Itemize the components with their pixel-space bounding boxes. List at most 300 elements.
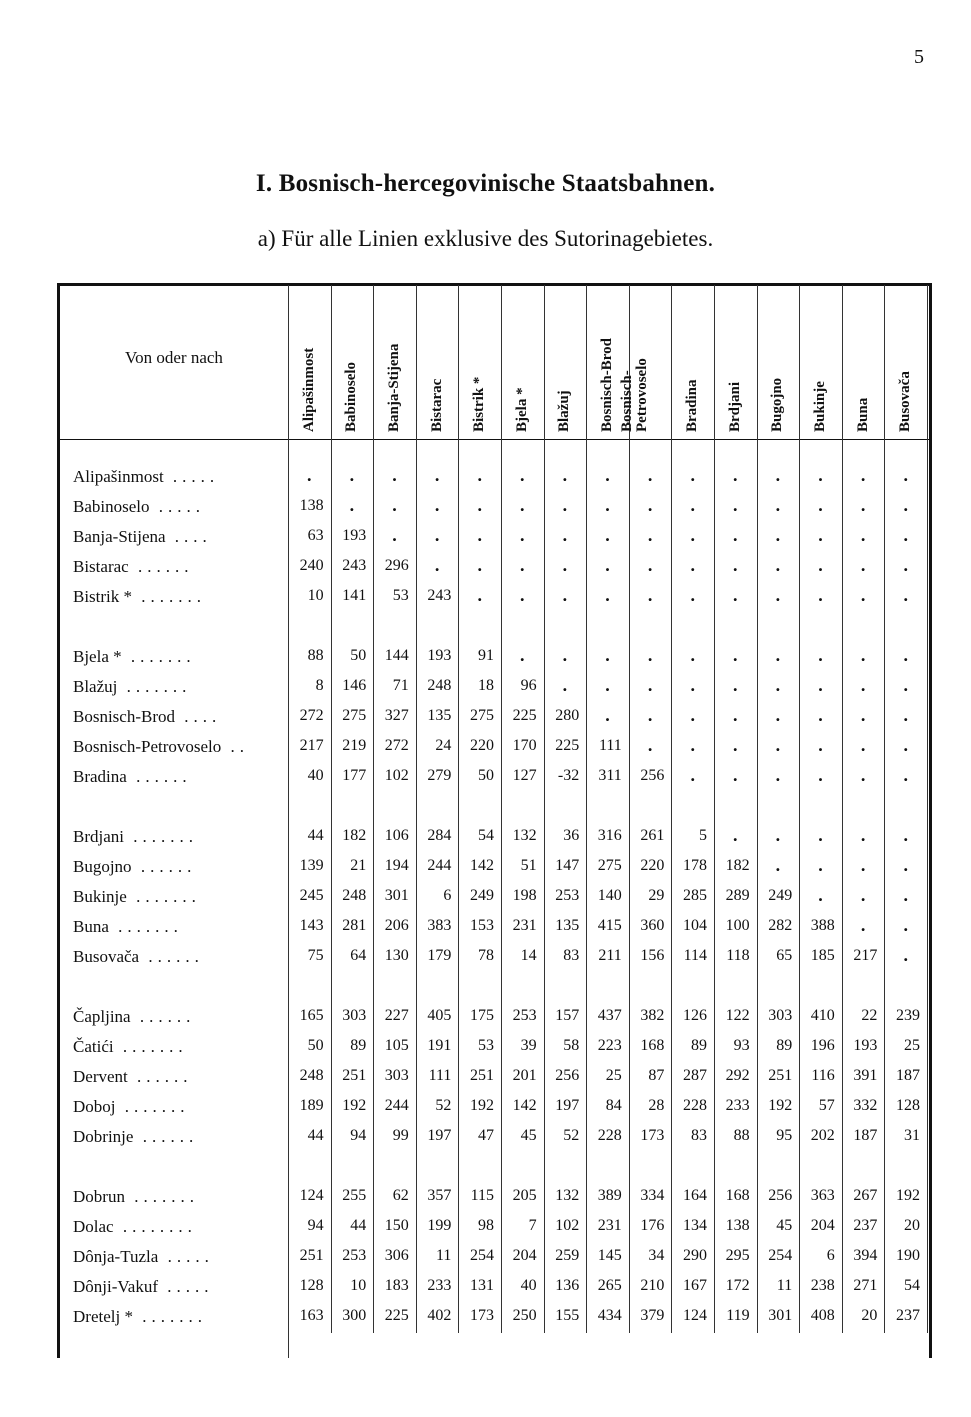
empty-cell-dot: . bbox=[477, 555, 482, 575]
empty-cell-dot: . bbox=[434, 525, 440, 545]
empty-cell-dot: . bbox=[520, 495, 525, 515]
dot-leader: ....... bbox=[126, 887, 201, 906]
table-cell: 217 bbox=[299, 737, 324, 754]
column-separator bbox=[629, 285, 630, 1333]
empty-cell-dot: . bbox=[690, 765, 695, 785]
empty-cell-dot: . bbox=[818, 585, 823, 605]
row-label bbox=[73, 1247, 214, 1267]
table-cell: 94 bbox=[350, 1127, 367, 1144]
table-cell: 334 bbox=[640, 1187, 665, 1204]
row-label bbox=[73, 1097, 190, 1117]
empty-cell-dot: . bbox=[818, 675, 823, 695]
table-cell: 40 bbox=[520, 1277, 537, 1294]
dot-leader: ..... bbox=[149, 497, 205, 516]
table-cell: 47 bbox=[477, 1127, 494, 1144]
table-cell: 199 bbox=[427, 1217, 452, 1234]
station-name: Bugojno bbox=[73, 857, 132, 876]
empty-cell-dot: . bbox=[605, 645, 610, 665]
table-cell: 183 bbox=[384, 1277, 409, 1294]
empty-cell-dot: . bbox=[562, 495, 568, 515]
empty-cell-dot: . bbox=[605, 705, 610, 725]
table-cell: 267 bbox=[853, 1187, 878, 1204]
table-cell: 144 bbox=[384, 647, 409, 664]
table-cell: 99 bbox=[392, 1127, 409, 1144]
table-cell: 290 bbox=[682, 1247, 707, 1264]
column-header-label: Bjela * bbox=[513, 387, 530, 432]
empty-cell-dot: . bbox=[818, 555, 823, 575]
table-cell: 83 bbox=[690, 1127, 707, 1144]
table-cell: 62 bbox=[392, 1187, 409, 1204]
table-cell: 53 bbox=[477, 1037, 494, 1054]
table-cell: 25 bbox=[605, 1067, 622, 1084]
column-separator bbox=[544, 285, 545, 1333]
table-cell: 147 bbox=[555, 857, 580, 874]
station-name: Dônji-Vakuf bbox=[73, 1277, 158, 1296]
table-cell: 193 bbox=[853, 1037, 878, 1054]
dot-leader: ...... bbox=[127, 1067, 193, 1086]
table-top-rule bbox=[57, 283, 932, 286]
table-cell: 237 bbox=[853, 1217, 878, 1234]
station-name: Dretelj * bbox=[73, 1307, 133, 1326]
empty-cell-dot: . bbox=[562, 585, 568, 605]
table-cell: 153 bbox=[469, 917, 494, 934]
table-cell: 191 bbox=[427, 1037, 452, 1054]
column-separator bbox=[927, 285, 928, 1333]
empty-cell-dot: . bbox=[860, 825, 866, 845]
table-cell: 405 bbox=[427, 1007, 452, 1024]
empty-cell-dot: . bbox=[860, 645, 866, 665]
empty-cell-dot: . bbox=[647, 465, 653, 485]
table-cell: 135 bbox=[427, 707, 452, 724]
empty-cell-dot: . bbox=[818, 825, 823, 845]
empty-cell-dot: . bbox=[775, 855, 781, 875]
table-cell: 130 bbox=[384, 947, 409, 964]
table-cell: 220 bbox=[469, 737, 494, 754]
table-cell: 415 bbox=[597, 917, 622, 934]
empty-cell-dot: . bbox=[775, 585, 781, 605]
column-header-label: Bosnisch- Petrovoselo bbox=[619, 358, 651, 432]
table-cell: 11 bbox=[435, 1247, 452, 1264]
table-cell: 118 bbox=[726, 947, 750, 964]
empty-cell-dot: . bbox=[562, 645, 568, 665]
station-name: Dobrinje bbox=[73, 1127, 134, 1146]
empty-cell-dot: . bbox=[349, 495, 355, 515]
corner-label: Von oder nach bbox=[125, 348, 223, 367]
table-cell: 164 bbox=[682, 1187, 707, 1204]
dot-leader: ...... bbox=[130, 1007, 196, 1026]
table-cell: 182 bbox=[342, 827, 367, 844]
table-cell: 106 bbox=[384, 827, 409, 844]
table-cell: 204 bbox=[810, 1217, 835, 1234]
table-cell: 44 bbox=[307, 827, 324, 844]
empty-cell-dot: . bbox=[647, 735, 653, 755]
column-header bbox=[373, 288, 416, 436]
empty-cell-dot: . bbox=[349, 465, 355, 485]
table-cell: 301 bbox=[384, 887, 409, 904]
empty-cell-dot: . bbox=[690, 675, 695, 695]
table-cell: 197 bbox=[427, 1127, 452, 1144]
table-cell: 6 bbox=[826, 1247, 835, 1264]
table-cell: 394 bbox=[853, 1247, 878, 1264]
row-label bbox=[73, 1217, 197, 1237]
table-cell: 253 bbox=[555, 887, 580, 904]
table-cell: 122 bbox=[725, 1007, 750, 1024]
empty-cell-dot: . bbox=[903, 885, 908, 905]
column-header bbox=[842, 288, 885, 436]
table-cell: 204 bbox=[512, 1247, 537, 1264]
dot-leader: ....... bbox=[117, 677, 192, 696]
table-cell: 135 bbox=[555, 917, 580, 934]
table-cell: 190 bbox=[895, 1247, 920, 1264]
column-header bbox=[671, 288, 714, 436]
empty-cell-dot: . bbox=[903, 945, 908, 965]
table-cell: 96 bbox=[520, 677, 537, 694]
table-cell: 233 bbox=[725, 1097, 750, 1114]
table-cell: 52 bbox=[435, 1097, 452, 1114]
station-name: Busovača bbox=[73, 947, 140, 966]
empty-cell-dot: . bbox=[733, 735, 738, 755]
dot-leader: ....... bbox=[124, 1187, 199, 1206]
page-subtitle: a) Für alle Linien exklusive des Sutorinagebietes. bbox=[257, 226, 714, 251]
table-cell: 143 bbox=[299, 917, 324, 934]
station-name: Bosnisch-Petrovoselo bbox=[73, 737, 222, 756]
table-cell: 251 bbox=[299, 1247, 324, 1264]
table-cell: 139 bbox=[299, 857, 324, 874]
column-separator bbox=[416, 285, 417, 1333]
table-cell: 311 bbox=[598, 767, 622, 784]
empty-cell-dot: . bbox=[903, 675, 908, 695]
table-cell: 78 bbox=[477, 947, 494, 964]
empty-cell-dot: . bbox=[860, 885, 866, 905]
row-label bbox=[73, 497, 205, 517]
empty-cell-dot: . bbox=[647, 705, 653, 725]
table-cell: 197 bbox=[555, 1097, 580, 1114]
empty-cell-dot: . bbox=[860, 675, 866, 695]
station-name: Blažuj bbox=[73, 677, 118, 696]
table-cell: 306 bbox=[384, 1247, 409, 1264]
table-cell: 244 bbox=[384, 1097, 409, 1114]
table-cell: 248 bbox=[299, 1067, 324, 1084]
table-cell: -32 bbox=[557, 767, 580, 784]
column-separator bbox=[671, 285, 672, 1333]
row-label bbox=[73, 1277, 213, 1297]
table-cell: 25 bbox=[903, 1037, 920, 1054]
table-cell: 167 bbox=[682, 1277, 707, 1294]
table-cell: 111 bbox=[598, 737, 622, 754]
table-cell: 115 bbox=[470, 1187, 494, 1204]
table-cell: 383 bbox=[427, 917, 452, 934]
station-name: Banja-Stijena bbox=[73, 527, 166, 546]
empty-cell-dot: . bbox=[860, 495, 866, 515]
column-header bbox=[799, 288, 842, 436]
table-cell: 57 bbox=[818, 1097, 835, 1114]
table-cell: 251 bbox=[469, 1067, 494, 1084]
station-name: Alipašinmost bbox=[73, 467, 164, 486]
table-cell: 75 bbox=[307, 947, 324, 964]
empty-cell-dot: . bbox=[434, 465, 440, 485]
table-cell: 54 bbox=[477, 827, 494, 844]
station-name: Bistarac bbox=[73, 557, 129, 576]
empty-cell-dot: . bbox=[903, 855, 908, 875]
row-label bbox=[73, 647, 196, 667]
empty-cell-dot: . bbox=[903, 585, 908, 605]
empty-cell-dot: . bbox=[903, 735, 908, 755]
dot-leader: .... bbox=[175, 707, 222, 726]
table-cell: 243 bbox=[427, 587, 452, 604]
table-cell: 173 bbox=[469, 1307, 494, 1324]
table-cell: 223 bbox=[597, 1037, 622, 1054]
dot-leader: ........ bbox=[113, 1217, 197, 1236]
empty-cell-dot: . bbox=[520, 465, 525, 485]
empty-cell-dot: . bbox=[818, 765, 823, 785]
row-label bbox=[73, 587, 206, 607]
column-header-label: Babinoselo bbox=[343, 361, 360, 432]
station-name: Dobrun bbox=[73, 1187, 125, 1206]
empty-cell-dot: . bbox=[860, 465, 866, 485]
table-cell: 256 bbox=[768, 1187, 793, 1204]
table-cell: 150 bbox=[384, 1217, 409, 1234]
empty-cell-dot: . bbox=[562, 525, 568, 545]
empty-cell-dot: . bbox=[562, 675, 568, 695]
empty-cell-dot: . bbox=[733, 555, 738, 575]
table-cell: 50 bbox=[477, 767, 494, 784]
table-cell: 65 bbox=[776, 947, 793, 964]
table-cell: 8 bbox=[315, 677, 324, 694]
table-cell: 300 bbox=[342, 1307, 367, 1324]
column-header-label: Alipašinmost bbox=[300, 347, 317, 432]
table-cell: 63 bbox=[307, 527, 324, 544]
table-cell: 256 bbox=[555, 1067, 580, 1084]
dot-leader: ...... bbox=[128, 557, 194, 576]
table-cell: 28 bbox=[648, 1097, 665, 1114]
empty-cell-dot: . bbox=[733, 825, 738, 845]
empty-cell-dot: . bbox=[605, 525, 610, 545]
empty-cell-dot: . bbox=[775, 705, 781, 725]
empty-cell-dot: . bbox=[477, 495, 482, 515]
table-cell: 303 bbox=[342, 1007, 367, 1024]
empty-cell-dot: . bbox=[392, 525, 397, 545]
empty-cell-dot: . bbox=[775, 555, 781, 575]
table-cell: 316 bbox=[597, 827, 622, 844]
table-cell: 20 bbox=[861, 1307, 878, 1324]
row-label bbox=[73, 767, 192, 787]
station-name: Čatići bbox=[73, 1037, 114, 1056]
table-cell: 172 bbox=[725, 1277, 750, 1294]
table-cell: 173 bbox=[640, 1127, 665, 1144]
table-cell: 18 bbox=[477, 677, 494, 694]
column-header bbox=[619, 288, 672, 436]
table-cell: 239 bbox=[895, 1007, 920, 1024]
empty-cell-dot: . bbox=[690, 495, 695, 515]
station-name: Čapljina bbox=[73, 1007, 131, 1026]
column-header-label: Bugojno bbox=[769, 377, 786, 432]
empty-cell-dot: . bbox=[860, 555, 866, 575]
table-cell: 219 bbox=[342, 737, 367, 754]
table-cell: 231 bbox=[597, 1217, 622, 1234]
empty-cell-dot: . bbox=[775, 735, 781, 755]
table-cell: 54 bbox=[903, 1277, 920, 1294]
table-cell: 259 bbox=[555, 1247, 580, 1264]
empty-cell-dot: . bbox=[860, 525, 866, 545]
table-cell: 10 bbox=[307, 587, 324, 604]
empty-cell-dot: . bbox=[605, 585, 610, 605]
empty-cell-dot: . bbox=[647, 555, 653, 575]
empty-cell-dot: . bbox=[605, 495, 610, 515]
station-name: Bjela * bbox=[73, 647, 122, 666]
table-cell: 124 bbox=[299, 1187, 324, 1204]
table-cell: 194 bbox=[384, 857, 409, 874]
empty-cell-dot: . bbox=[690, 705, 695, 725]
table-cell: 39 bbox=[520, 1037, 537, 1054]
empty-cell-dot: . bbox=[690, 645, 695, 665]
table-cell: 327 bbox=[384, 707, 409, 724]
table-cell: 248 bbox=[342, 887, 367, 904]
table-cell: 6 bbox=[443, 887, 452, 904]
table-cell: 24 bbox=[435, 737, 452, 754]
table-cell: 168 bbox=[640, 1037, 665, 1054]
dot-leader: ...... bbox=[131, 857, 197, 876]
table-cell: 255 bbox=[342, 1187, 367, 1204]
empty-cell-dot: . bbox=[733, 645, 738, 665]
empty-cell-dot: . bbox=[903, 915, 908, 935]
column-header-label: Bistrik * bbox=[471, 376, 488, 432]
empty-cell-dot: . bbox=[690, 735, 695, 755]
table-cell: 287 bbox=[682, 1067, 707, 1084]
table-cell: 275 bbox=[469, 707, 494, 724]
empty-cell-dot: . bbox=[903, 705, 908, 725]
table-cell: 289 bbox=[725, 887, 750, 904]
table-cell: 44 bbox=[307, 1127, 324, 1144]
table-cell: 332 bbox=[853, 1097, 878, 1114]
table-cell: 163 bbox=[299, 1307, 324, 1324]
empty-cell-dot: . bbox=[307, 465, 312, 485]
table-cell: 187 bbox=[853, 1127, 878, 1144]
table-cell: 391 bbox=[853, 1067, 878, 1084]
empty-cell-dot: . bbox=[733, 765, 738, 785]
empty-cell-dot: . bbox=[818, 495, 823, 515]
dot-leader: ..... bbox=[157, 1277, 214, 1296]
column-header-label: Bradina bbox=[684, 379, 701, 432]
table-cell: 192 bbox=[342, 1097, 367, 1114]
table-cell: 179 bbox=[427, 947, 452, 964]
table-cell: 50 bbox=[350, 647, 367, 664]
column-header bbox=[331, 288, 374, 436]
table-cell: 251 bbox=[342, 1067, 367, 1084]
table-cell: 225 bbox=[555, 737, 580, 754]
column-separator bbox=[373, 285, 374, 1333]
table-cell: 29 bbox=[648, 887, 665, 904]
column-separator bbox=[799, 285, 800, 1333]
table-cell: 296 bbox=[384, 557, 409, 574]
table-cell: 279 bbox=[427, 767, 452, 784]
table-cell: 248 bbox=[427, 677, 452, 694]
table-cell: 244 bbox=[427, 857, 452, 874]
row-label bbox=[73, 1037, 188, 1057]
table-cell: 14 bbox=[520, 947, 537, 964]
empty-cell-dot: . bbox=[647, 645, 653, 665]
empty-cell-dot: . bbox=[775, 825, 781, 845]
column-header-label: Bosnisch-Brod bbox=[598, 338, 615, 432]
empty-cell-dot: . bbox=[860, 705, 866, 725]
table-cell: 402 bbox=[427, 1307, 452, 1324]
dot-leader: ..... bbox=[163, 467, 220, 486]
column-header-label: Banja-Stijena bbox=[385, 343, 402, 432]
table-cell: 225 bbox=[512, 707, 537, 724]
dot-leader: ....... bbox=[124, 827, 198, 846]
table-cell: 251 bbox=[768, 1067, 793, 1084]
station-name: Dervent bbox=[73, 1067, 128, 1086]
table-cell: 31 bbox=[903, 1127, 920, 1144]
row-label bbox=[73, 1307, 207, 1327]
table-cell: 220 bbox=[640, 857, 665, 874]
column-separator bbox=[458, 285, 459, 1333]
table-cell: 410 bbox=[810, 1007, 835, 1024]
table-cell: 437 bbox=[597, 1007, 622, 1024]
page-title: I. Bosnisch-hercegovinische Staatsbahnen. bbox=[255, 170, 716, 197]
dot-leader: ....... bbox=[121, 647, 196, 666]
column-header bbox=[288, 288, 331, 436]
empty-cell-dot: . bbox=[860, 765, 866, 785]
table-cell: 71 bbox=[392, 677, 409, 694]
table-cell: 102 bbox=[555, 1217, 580, 1234]
empty-cell-dot: . bbox=[818, 885, 823, 905]
table-cell: 360 bbox=[640, 917, 665, 934]
table-cell: 111 bbox=[428, 1067, 452, 1084]
row-label bbox=[73, 707, 221, 727]
table-cell: 193 bbox=[427, 647, 452, 664]
station-name: Brdjani bbox=[73, 827, 124, 846]
table-cell: 434 bbox=[597, 1307, 622, 1324]
table-cell: 189 bbox=[299, 1097, 324, 1114]
empty-cell-dot: . bbox=[392, 495, 397, 515]
column-header bbox=[714, 288, 757, 436]
table-cell: 102 bbox=[384, 767, 409, 784]
table-cell: 187 bbox=[895, 1067, 920, 1084]
table-cell: 292 bbox=[725, 1067, 750, 1084]
empty-cell-dot: . bbox=[818, 525, 823, 545]
empty-cell-dot: . bbox=[903, 525, 908, 545]
dot-leader: ....... bbox=[115, 1097, 190, 1116]
table-cell: 240 bbox=[299, 557, 324, 574]
table-cell: 91 bbox=[477, 647, 494, 664]
table-cell: 45 bbox=[776, 1217, 793, 1234]
table-cell: 301 bbox=[768, 1307, 793, 1324]
table-cell: 408 bbox=[810, 1307, 835, 1324]
table-cell: 193 bbox=[342, 527, 367, 544]
dot-leader: .. bbox=[221, 737, 250, 756]
column-separator bbox=[331, 285, 332, 1333]
empty-cell-dot: . bbox=[775, 765, 781, 785]
empty-cell-dot: . bbox=[392, 465, 397, 485]
empty-cell-dot: . bbox=[733, 495, 738, 515]
column-separator bbox=[714, 285, 715, 1333]
empty-cell-dot: . bbox=[775, 465, 781, 485]
table-cell: 87 bbox=[648, 1067, 665, 1084]
row-label bbox=[73, 737, 249, 757]
table-cell: 98 bbox=[477, 1217, 494, 1234]
table-cell: 89 bbox=[350, 1037, 367, 1054]
table-cell: 256 bbox=[640, 767, 665, 784]
table-cell: 233 bbox=[427, 1277, 452, 1294]
empty-cell-dot: . bbox=[733, 465, 738, 485]
column-header-label: Buna bbox=[854, 397, 871, 432]
table-cell: 64 bbox=[350, 947, 367, 964]
table-cell: 124 bbox=[682, 1307, 707, 1324]
table-cell: 140 bbox=[597, 887, 622, 904]
table-cell: 265 bbox=[597, 1277, 622, 1294]
empty-cell-dot: . bbox=[690, 525, 695, 545]
table-cell: 379 bbox=[640, 1307, 665, 1324]
